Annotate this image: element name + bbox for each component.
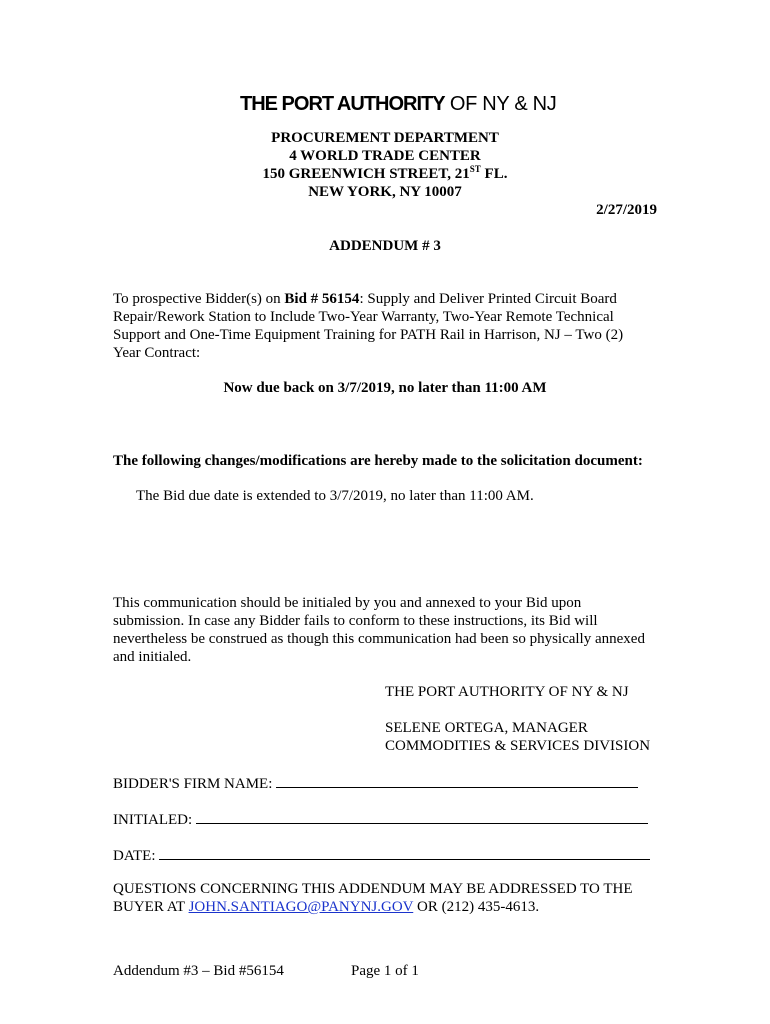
firm-name-line[interactable] [276,773,638,788]
date-field[interactable] [113,845,650,865]
communication-line-4: and initialed. [113,649,192,665]
initialed-field[interactable] [113,809,648,829]
communication-line-3: nevertheless be construed as though this communication had been so physically annexed [113,631,645,647]
address-line-2-superscript: ST [469,164,481,174]
address-line-2 [0,165,770,183]
date-line[interactable] [159,845,650,860]
firm-name-label: BIDDER'S FIRM NAME: [113,776,277,792]
intro-text-continued: : Supply and Deliver Printed Circuit Board [359,291,617,307]
questions-line-2 [113,898,539,916]
signature-organization: THE PORT AUTHORITY OF NY & NJ [385,684,629,700]
address-line-1: 4 WORLD TRADE CENTER [289,148,481,164]
bid-number: Bid # 56154 [284,291,360,307]
intro-text: To prospective Bidder(s) on [113,291,285,307]
intro-line-3: Support and One-Time Equipment Training for PATH Rail in Harrison, NJ – Two (2) [113,327,624,343]
footer-addendum-ref: Addendum #3 – Bid #56154 [113,963,284,979]
change-item: The Bid due date is extended to 3/7/2019, no later than 11:00 AM. [136,488,534,504]
intro-line-2: Repair/Rework Station to Include Two-Year Warranty, Two-Year Remote Technical [113,309,614,325]
port-authority-logo [240,92,557,116]
initialed-label: INITIALED: [113,812,196,828]
intro-line-1 [113,290,617,308]
changes-heading: The following changes/modifications are hereby made to the solicitation document: [113,453,643,469]
date-label: DATE: [113,848,160,864]
logo-light-text: OF NY & NJ [444,93,557,115]
logo-bold-text: THE PORT AUTHORITY [240,93,445,115]
buyer-email-link[interactable]: JOHN.SANTIAGO@PANYNJ.GOV [188,899,414,915]
due-date-notice: Now due back on 3/7/2019, no later than 11:00 AM [223,380,547,396]
footer-page-number: Page 1 of 1 [351,963,419,979]
initialed-line[interactable] [196,809,648,824]
communication-line-2: submission. In case any Bidder fails to conform to these instructions, its Bid will [113,613,598,629]
signature-division: COMMODITIES & SERVICES DIVISION [385,738,651,754]
document-date: 2/27/2019 [596,202,657,218]
communication-line-1: This communication should be initialed by you and annexed to your Bid upon [113,595,582,611]
intro-line-4: Year Contract: [113,345,201,361]
addendum-title: ADDENDUM # 3 [329,238,441,254]
signature-name: SELENE ORTEGA, MANAGER [385,720,588,736]
address-line-3: NEW YORK, NY 10007 [308,184,462,200]
address-line-2-end: FL. [480,166,508,182]
questions-phone: OR (212) 435-4613. [413,899,540,915]
firm-name-field[interactable] [113,773,638,793]
questions-prefix: BUYER AT [113,899,189,915]
questions-line-1: QUESTIONS CONCERNING THIS ADDENDUM MAY BE ADDRESSED TO THE [113,881,633,897]
department-name: PROCUREMENT DEPARTMENT [271,130,499,146]
address-line-2-main: 150 GREENWICH STREET, 21 [262,166,470,182]
